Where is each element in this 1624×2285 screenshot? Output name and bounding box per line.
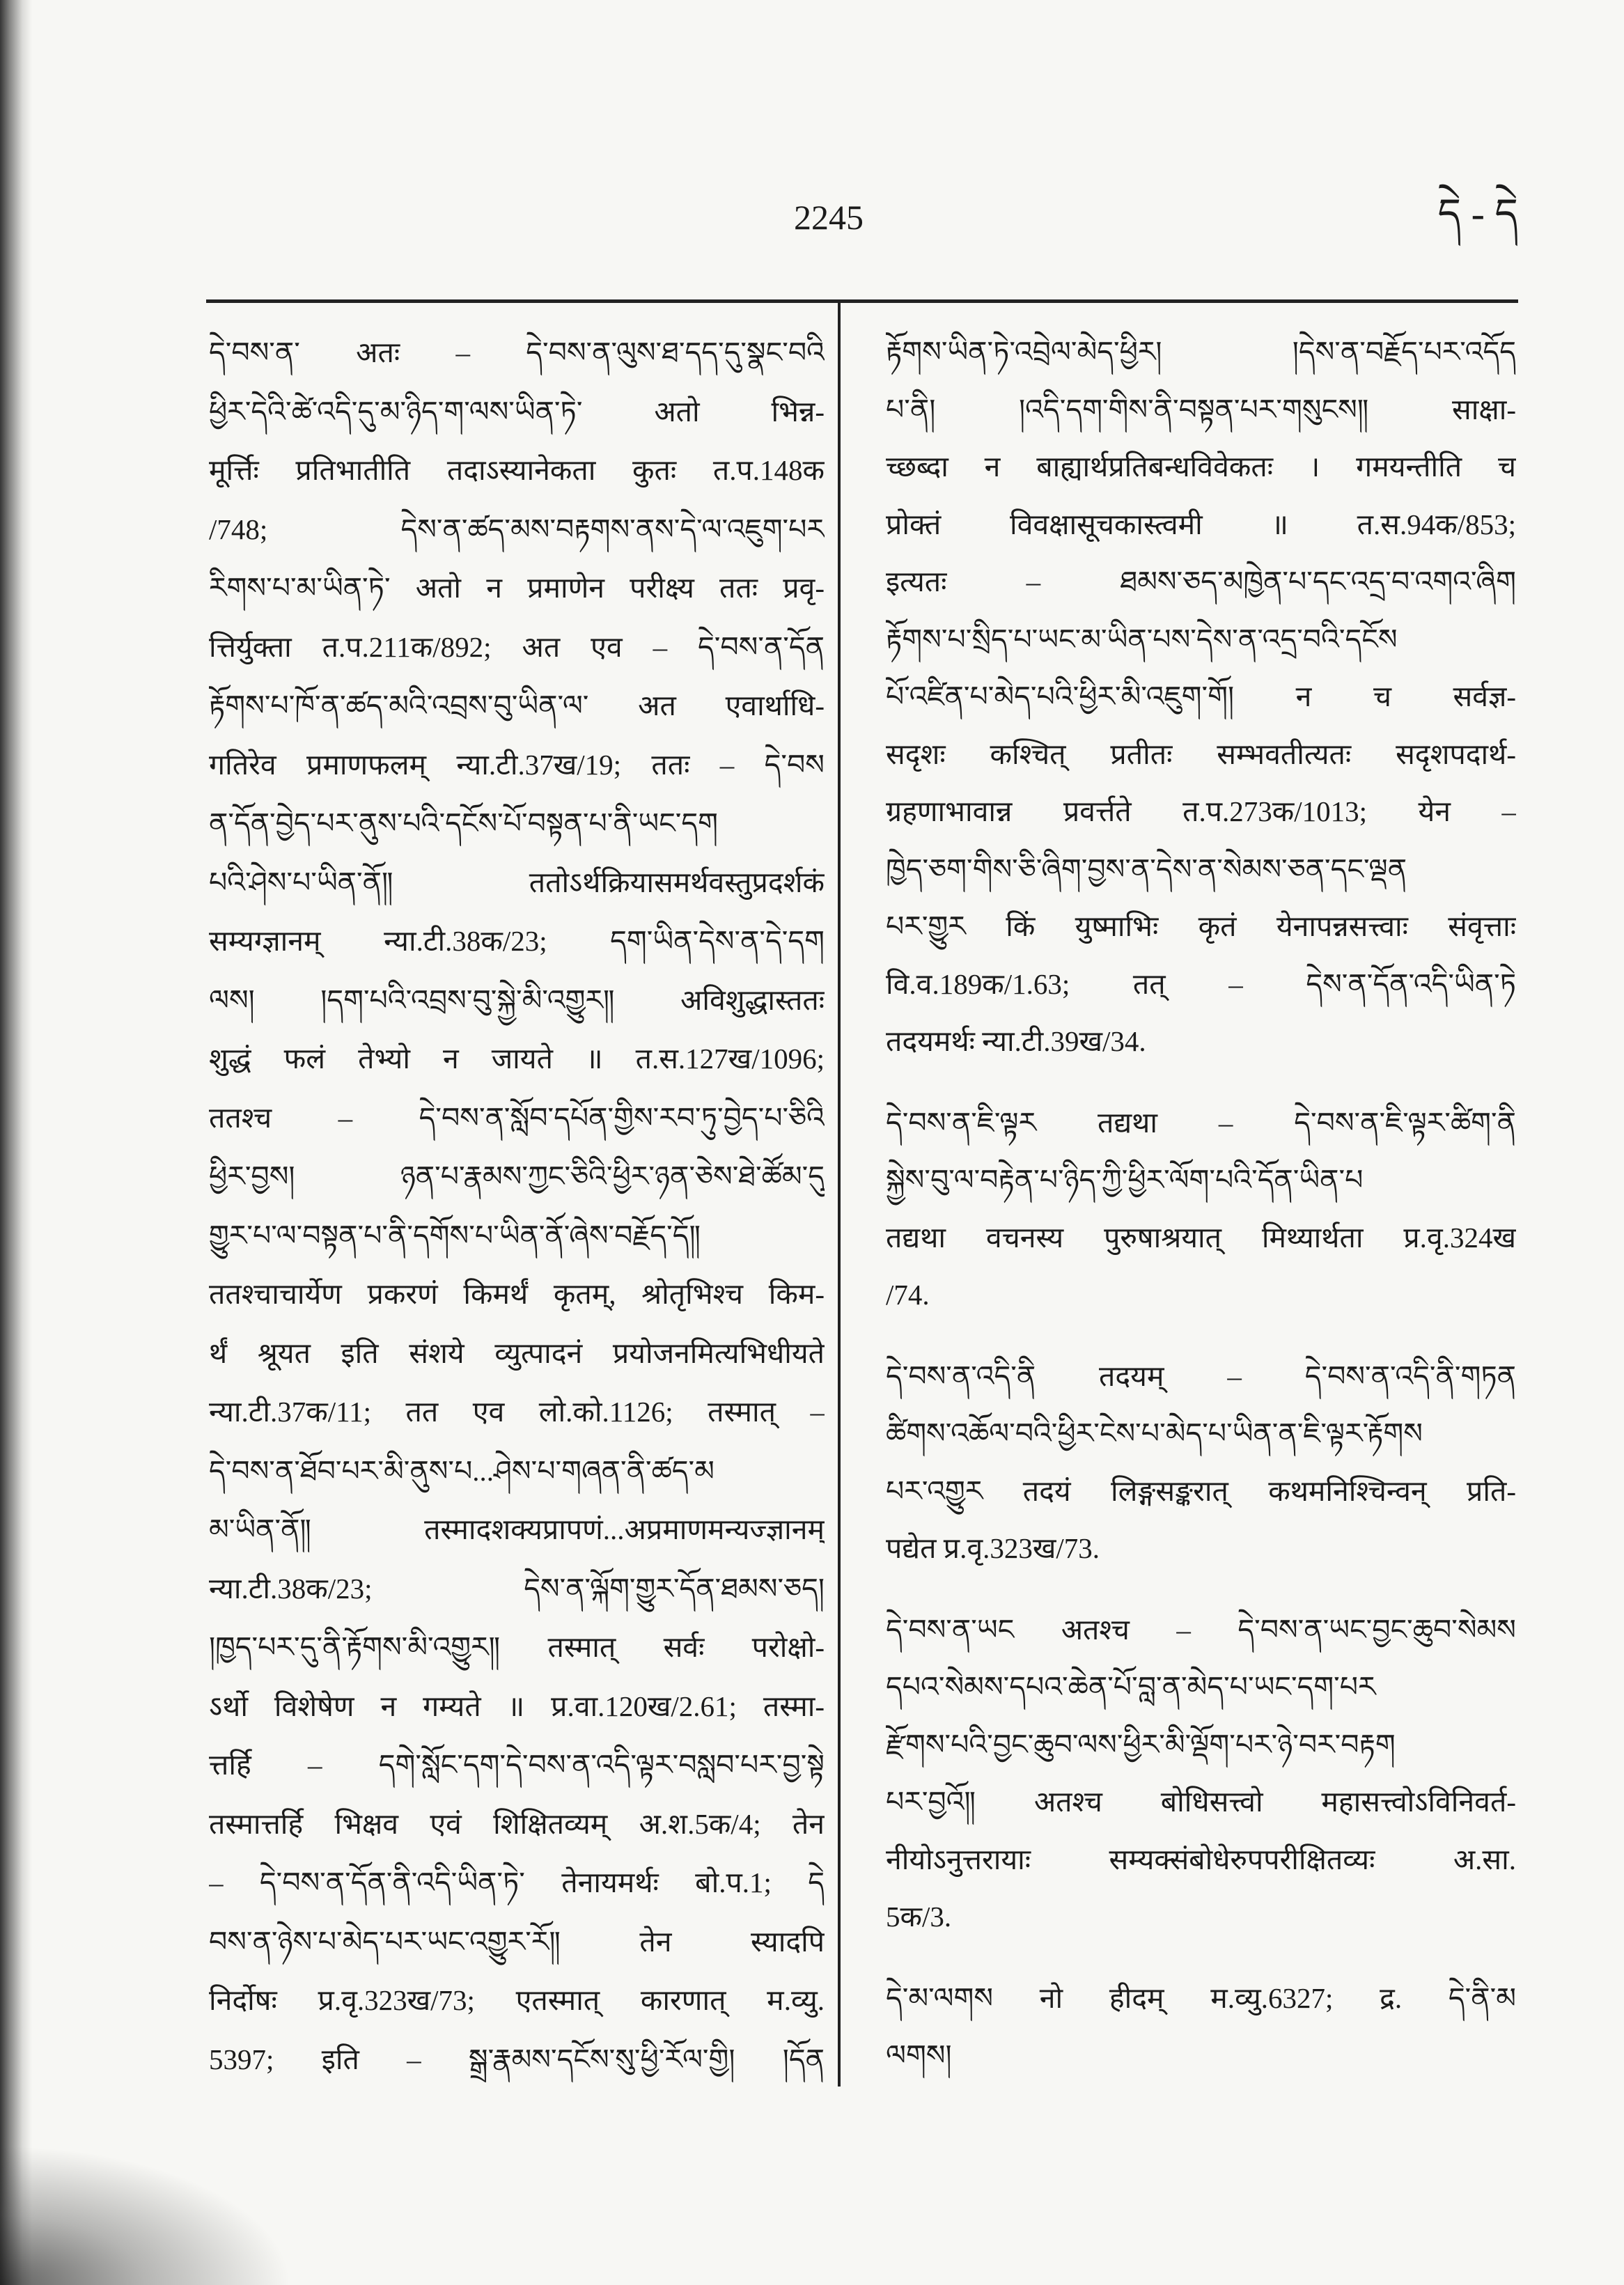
text-line: 5397; इति – སྒྲ་རྣམས་དངོས་སུ་ཕྱི་རོལ་གྱི། །དོན: [209, 2043, 825, 2075]
text-line: त्तिर्युक्ता त.प.211क/892; अत एव – དེ་བས་ན་དོན: [209, 630, 825, 663]
text-line: गतिरेव प्रमाणफलम् न्या.टी.37ख/19; ततः – དེ་བས: [209, 748, 825, 781]
text-line: ལས། །དག་པའི་འབྲས་བུ་སྐྱེ་མི་འགྱུར༎ अविशुद्धास्ततः: [209, 983, 825, 1016]
text-line: ལགས།: [886, 2039, 952, 2071]
running-head: དེ - དེ: [1437, 191, 1518, 236]
left-column: [209, 323, 825, 2089]
text-line: རྫོགས་པའི་བྱང་ཆུབ་ལས་ཕྱིར་མི་ལྡོག་པར་ཉེ་བར་བརྟག: [886, 1728, 1396, 1761]
text-line: དེ་མ་ལགས नो हीदम् म.व्यु.6327; द्र. དེ་ནི་མ: [886, 1981, 1516, 2014]
text-line: པོ་འཛིན་པ་མེད་པའི་ཕྱིར་མི་འཇུག་གོ། न च सर्वज्ञ-: [886, 680, 1516, 712]
text-line: – དེ་བས་ན་དོན་ནི་འདི་ཡིན་ཏེ་ तेनायमर्थः बो.प.1; དེ: [209, 1866, 825, 1898]
header-rule: [206, 299, 1518, 303]
text-line: སྐྱེས་བུ་ལ་བརྟེན་པ་ཉིད་ཀྱི་ཕྱིར་ལོག་པའི་དོན་ཡིན་པ: [886, 1164, 1364, 1196]
text-line: /74.: [886, 1279, 930, 1311]
scan-edge-shadow: [0, 0, 32, 2285]
text-line: सदृशः कश्चित् प्रतीतः सम्भवतीत्यतः सदृशपदार्थ-: [886, 738, 1516, 770]
text-line: च्छब्दा न बाह्यार्थप्रतिबन्धविवेकतः । गमयन्तीति च: [886, 451, 1516, 483]
text-line: निर्दोषः प्र.वृ.323ख/73; एतस्मात् कारणात् म.व्यु.: [209, 1984, 825, 2016]
text-line: དེ་བས་ན་ अतः – དེ་བས་ན་ལུས་ཐ་དད་དུ་སྣང་བའི: [209, 336, 825, 368]
text-line: རྟོགས་ཡིན་ཏེ་འབྲེལ་མེད་ཕྱིར། །དེས་ན་བརྗོད་པར་འདོད: [886, 336, 1516, 368]
right-column: [886, 323, 1516, 2084]
text-line: པར་བྱའོ༎ अतश्च बोधिसत्त्वो महासत्त्वोऽविनिवर्त-: [886, 1786, 1516, 1818]
text-line: ऽर्थो विशेषेण न गम्यते ॥ प्र.वा.120ख/2.61; तस्मा-: [209, 1690, 825, 1722]
text-line: ग्रहणाभावान्न प्रवर्त्तते त.प.273क/1013; येन –: [886, 795, 1516, 827]
text-line: न्या.टी.38क/23; དེས་ན་ལྐོག་གྱུར་དོན་ཐམས་ཅད།: [209, 1572, 825, 1605]
text-line: प्रोक्तं विवक्षासूचकास्त्वमी ॥ त.स.94क/853;: [886, 508, 1516, 540]
text-line: མ་ཡིན་ནོ༎ तस्मादशक्यप्रापणं...अप्रमाणमन्यज्ज्ञानम्: [209, 1513, 825, 1545]
text-line: དེ་བས་ན་ཇི་ལྟར तद्यथा – དེ་བས་ན་ཇི་ལྟར་ཚིག་ནི: [886, 1106, 1516, 1139]
text-line: གྱུར་པ་ལ་བསྟན་པ་ནི་དགོས་པ་ཡིན་ནོ་ཞེས་བརྗོད་དོ༎: [209, 1219, 701, 1251]
text-line: པའི་ཤེས་པ་ཡིན་ནོ༎ ततोऽर्थक्रियासमर्थवस्तुप्रदर्शकं: [209, 866, 825, 898]
text-line: ཚིགས་འཆོལ་བའི་ཕྱིར་ངེས་པ་མེད་པ་ཡིན་ན་ཇི་ལྟར་རྟོགས: [886, 1417, 1423, 1449]
text-line: པར་འགྱུར तदयं लिङ्गसङ्करात् कथमनिश्चिन्वन् प्रति-: [886, 1474, 1516, 1507]
text-line: 5क/3.: [886, 1901, 952, 1933]
text-line: རྟོགས་པ་སྲིད་པ་ཡང་མ་ཡིན་པས་དེས་ན་འདྲ་བའི་དངོས: [886, 623, 1398, 655]
text-line: तस्मात्तर्हि भिक्षव एवं शिक्षितव्यम् अ.श.5क/4; तेन: [209, 1807, 825, 1840]
text-line: वि.व.189क/1.63; तत् – དེས་ན་དོན་འདི་ཡིན་ཏེ: [886, 967, 1516, 1000]
scan-corner-shadow: [0, 2145, 292, 2285]
text-line: པ་ནི། །འདི་དག་གིས་ནི་བསྟན་པར་གསུངས༎ साक्षा-: [886, 393, 1516, 426]
text-line: པར་གྱུར किं युष्माभिः कृतं येनापन्नसत्त्वाः संवृत्ताः: [886, 910, 1516, 942]
text-line: नीयोऽनुत्तरायाः सम्यक्संबोधेरुपपरीक्षितव्यः अ.सा.: [886, 1843, 1516, 1875]
text-line: བས་ན་ཉེས་པ་མེད་པར་ཡང་འགྱུར་རོ༎ तेन स्यादपि: [209, 1925, 825, 1958]
text-line: र्थं श्रूयत इति संशये व्युत्पादनं प्रयोजनमित्यभिधीयते: [209, 1336, 825, 1369]
text-line: དཔའ་སེམས་དཔའ་ཆེན་པོ་བླ་ན་མེད་པ་ཡང་དག་པར: [886, 1671, 1376, 1703]
text-line: तद्यथा वचनस्य पुरुषाश्रयात् मिथ्यार्थता प्र.वृ.324ख: [886, 1221, 1516, 1254]
text-line: །ཁྱད་པར་དུ་ནི་རྟོགས་མི་འགྱུར༎ तस्मात् सर्वः परोक्षो-: [209, 1631, 825, 1663]
text-line: ततश्च – དེ་བས་ན་སློབ་དཔོན་གྱིས་རབ་ཏུ་བྱེད་པ་ཅིའི: [209, 1101, 825, 1134]
text-line: ततश्चाचार्येण प्रकरणं किमर्थं कृतम्, श्रोतृभिश्च किम-: [209, 1278, 825, 1310]
text-line: इत्यतः – ཐམས་ཅད་མཁྱེན་པ་དང་འདྲ་བ་འགའ་ཞིག: [886, 566, 1516, 598]
column-divider: [838, 302, 841, 2087]
text-line: ཕྱིར་བྱས། ཉན་པ་རྣམས་ཀྱང་ཅིའི་ཕྱིར་ཉན་ཅེས་ཐེ་ཚོམ་དུ: [209, 1160, 825, 1192]
text-line: དེ་བས་ན་ཡང अतश्च – དེ་བས་ན་ཡང་བྱང་ཆུབ་སེམས: [886, 1613, 1516, 1646]
text-line: ཁྱེད་ཅག་གིས་ཅི་ཞིག་བྱས་ན་དེས་ན་སེམས་ཅན་དང་ལྡན: [886, 852, 1407, 885]
text-line: तदयमर्थः न्या.टी.39ख/34.: [886, 1025, 1146, 1057]
text-line: मूर्त्तिः प्रतिभातीति तदाऽस्यानेकता कुतः त.प.148क: [209, 454, 825, 486]
entry-paragraph: [886, 1601, 1516, 1946]
text-line: དེ་བས་ན་ཐོབ་པར་མི་ནུས་པ...ཤེས་པ་གཞན་ནི་ཚད་མ: [209, 1454, 715, 1487]
text-line: सम्यग्ज्ञानम् न्या.टी.38क/23; དག་ཡིན་དེས་ན་དེ་དག: [209, 925, 825, 957]
text-line: /748; དེས་ན་ཚད་མས་བརྟགས་ནས་དེ་ལ་འཇུག་པར: [209, 513, 825, 545]
entry-paragraph: [886, 1348, 1516, 1577]
entry-paragraph: [886, 1094, 1516, 1324]
page-number: 2245: [794, 198, 864, 237]
entry-paragraph: [886, 1970, 1516, 2084]
text-line: རྟོགས་པ་ཁོ་ན་ཚད་མའི་འབྲས་བུ་ཡིན་ལ་ अत एवार्थाधि-: [209, 689, 825, 722]
text-line: न्या.टी.37क/11; तत एव लो.को.1126; तस्मात् –: [209, 1396, 825, 1428]
text-line: ཕྱིར་དེའི་ཚེ་འདི་དུ་མ་ཉིད་ག་ལས་ཡིན་ཏེ་ अतो भिन्न-: [209, 395, 825, 428]
text-line: རིགས་པ་མ་ཡིན་ཏེ་ अतो न प्रमाणेन परीक्ष्य ततः प्रवृ-: [209, 572, 825, 604]
text-line: शुद्धं फलं तेभ्यो न जायते ॥ त.स.127ख/1096;: [209, 1043, 825, 1075]
entry-paragraph: [886, 323, 1516, 1070]
text-line: ན་དོན་བྱེད་པར་ནུས་པའི་དངོས་པོ་བསྟན་པ་ནི་ཡང་དག: [209, 807, 718, 839]
text-line: त्तर्हि – དགེ་སློང་དག་དེ་བས་ན་འདི་ལྟར་བསླབ་པར་བྱ་སྟེ: [209, 1749, 825, 1781]
text-line: དེ་བས་ན་འདི་ནི तदयम् – དེ་བས་ན་འདི་ནི་གཏན: [886, 1359, 1516, 1392]
text-line: पद्येत प्र.वृ.323ख/73.: [886, 1532, 1100, 1564]
